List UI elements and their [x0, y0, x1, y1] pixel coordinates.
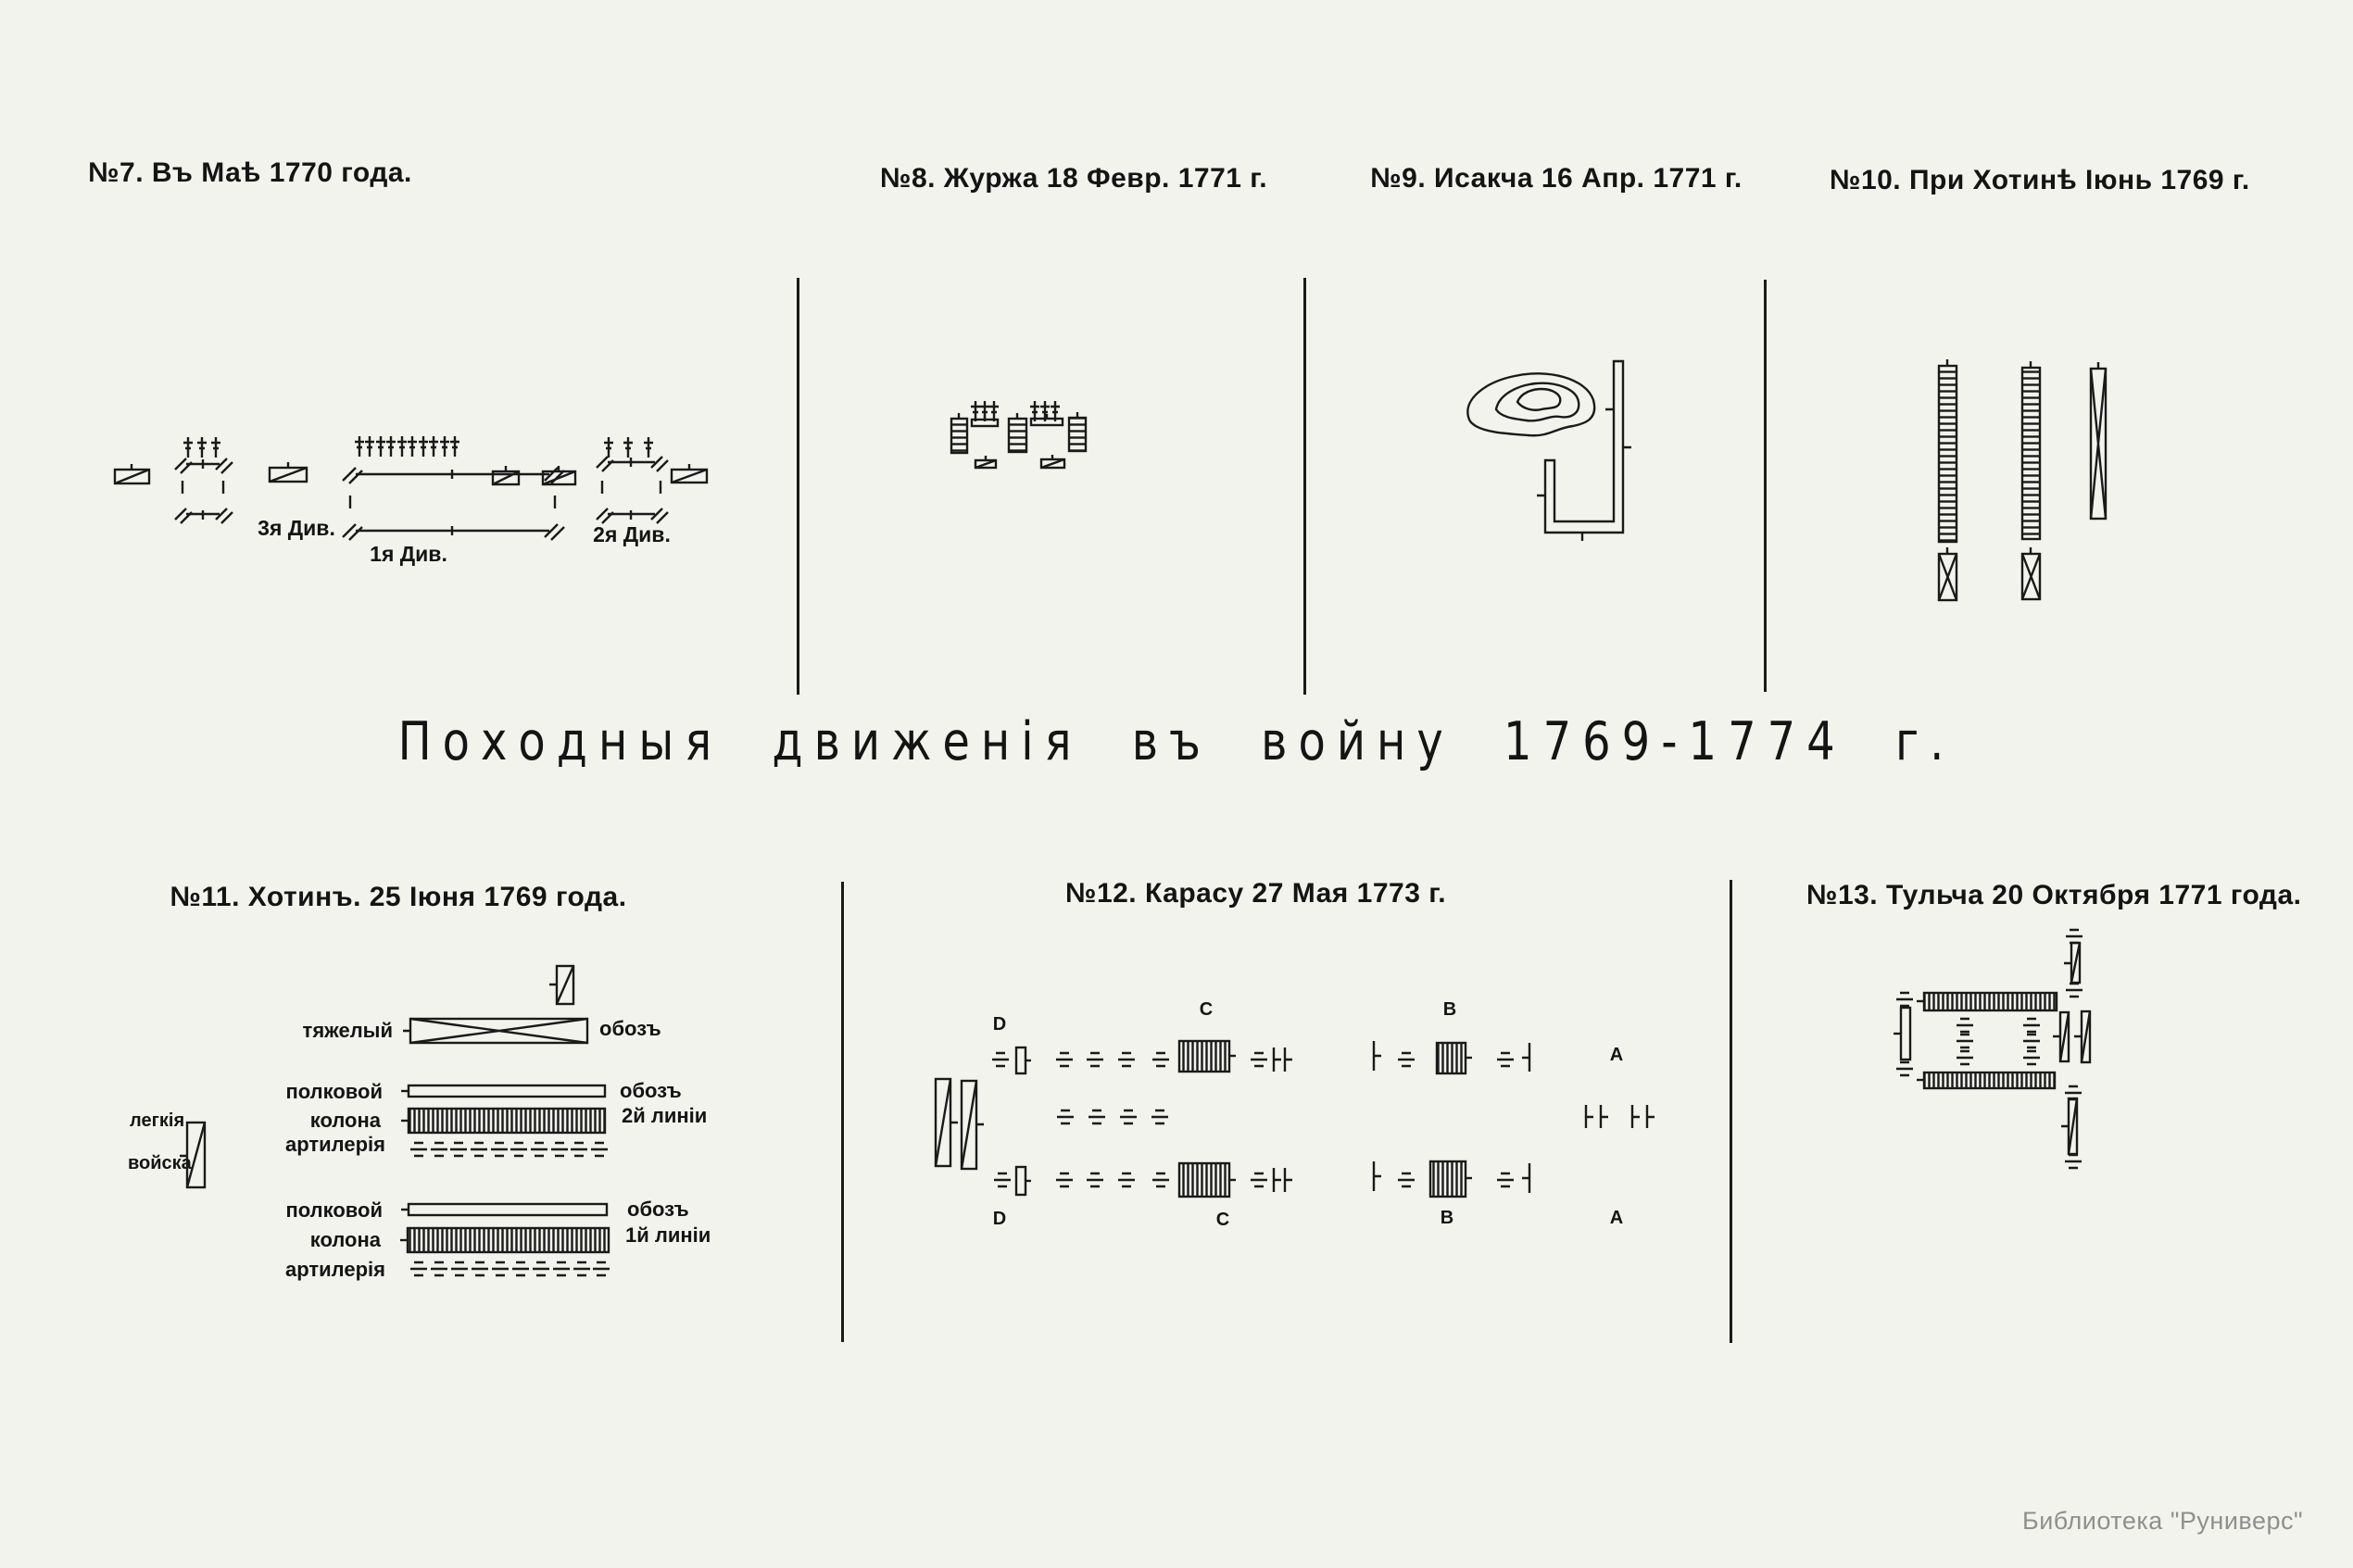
march-column-bar-icon — [115, 464, 149, 483]
flank-bar-icon — [2064, 943, 2080, 983]
artillery-icon — [2065, 1155, 2082, 1168]
flank-bar-icon — [1894, 1008, 1910, 1060]
infantry-square-icon — [175, 458, 233, 523]
infantry-column-icon — [951, 413, 967, 453]
standards-icon — [355, 436, 459, 457]
caption-d7: №7. Въ Маѣ 1770 года. — [88, 157, 412, 188]
artillery-icon — [994, 1173, 1011, 1186]
small-bar-icon — [1016, 1047, 1031, 1073]
artillery-label: артилерія — [285, 1258, 385, 1281]
divider-bottom-2 — [1730, 880, 1732, 1343]
cavalry-post-icon — [1522, 1043, 1529, 1072]
division-3-label: 3я Див. — [258, 516, 335, 540]
artillery-row-icon — [1056, 1173, 1169, 1186]
ladder-column-icon — [1939, 359, 1957, 542]
caption-d10: №10. При Хотинѣ Іюнь 1769 г. — [1830, 165, 2250, 195]
ladder-column-icon — [2022, 361, 2040, 539]
train-label: обозъ — [599, 1017, 661, 1040]
artillery-icon — [1896, 1062, 1913, 1075]
diagram-13-figure — [1881, 926, 2279, 1185]
point-b-label: B — [1440, 1208, 1454, 1228]
infantry-square-icon — [343, 468, 564, 540]
cavalry-post-icon — [1374, 1041, 1381, 1071]
crossed-box-icon — [2022, 547, 2040, 599]
artillery-row-icon — [1057, 1110, 1168, 1123]
cavalry-pair-icon — [1632, 1105, 1655, 1128]
regimental-label: полковой — [285, 1080, 383, 1103]
regimental-train-bar-icon — [401, 1085, 605, 1097]
march-column-bar-icon — [672, 464, 707, 483]
artillery-icon — [992, 1053, 1009, 1066]
train-label: обозъ — [620, 1079, 682, 1102]
point-d-label: D — [992, 1209, 1007, 1229]
crossed-column-icon — [2091, 362, 2106, 519]
caption-d12: №12. Карасу 27 Мая 1773 г. — [1065, 878, 1447, 909]
column-bar-icon — [1917, 1073, 2055, 1088]
column-bar-icon — [400, 1228, 609, 1252]
artillery-icon — [1251, 1173, 1267, 1186]
plate-title: Походныя движенія въ войну 1769-1774 г. — [397, 711, 1956, 773]
caption-d8: №8. Журжа 18 Февр. 1771 г. — [880, 163, 1268, 194]
cavalry-post-icon — [1374, 1161, 1381, 1191]
cavalry-pair-icon — [1274, 1168, 1292, 1192]
artillery-row-icon — [1957, 1019, 2040, 1064]
standards-icon — [604, 437, 653, 458]
diagram-10-figure — [1908, 343, 2214, 621]
column-block-icon — [1437, 1043, 1472, 1073]
division-2-label: 2я Див. — [593, 522, 671, 546]
artillery-icon — [1251, 1053, 1267, 1066]
column-bar-icon — [401, 1109, 605, 1133]
regimental-label: полковой — [285, 1198, 383, 1222]
regimental-train-bar-icon — [401, 1204, 607, 1215]
column-label: колона — [309, 1109, 381, 1132]
cavalry-pair-icon — [1274, 1047, 1292, 1072]
infantry-square-icon — [597, 457, 668, 523]
artillery-icon — [2066, 984, 2082, 997]
diagram-12-figure — [917, 982, 1658, 1241]
train-label: обозъ — [627, 1198, 689, 1221]
cavalry-pair-icon — [1586, 1105, 1608, 1128]
cavalry-post-icon — [1522, 1163, 1529, 1193]
cavalry-bar-icon — [975, 456, 996, 468]
point-a-label: A — [1609, 1208, 1624, 1228]
diagram-9-figure — [1445, 343, 1723, 556]
artillery-icon — [1896, 993, 1913, 1006]
point-c-label: C — [1199, 999, 1214, 1020]
light-troops-label-1: легкія — [130, 1110, 185, 1131]
artillery-row-icon — [1056, 1053, 1169, 1066]
diagram-8-figure — [945, 389, 1241, 537]
heavy-label: тяжелый — [302, 1019, 393, 1042]
divider-bottom-1 — [841, 882, 844, 1342]
artillery-icon — [1497, 1053, 1514, 1066]
artillery-icon — [1398, 1053, 1415, 1066]
standards-icon — [183, 437, 220, 458]
point-b-label: B — [1442, 999, 1457, 1020]
column-block-icon — [1179, 1041, 1236, 1072]
divider-top-2 — [1303, 278, 1306, 695]
artillery-icon — [1497, 1173, 1514, 1186]
caption-d13: №13. Тульча 20 Октября 1771 года. — [1806, 880, 2302, 910]
artillery-label: артилерія — [285, 1133, 385, 1156]
caption-d11: №11. Хотинъ. 25 Іюня 1769 года. — [170, 882, 627, 912]
march-column-bar-icon — [270, 462, 307, 482]
heavy-train-bar-icon — [403, 1019, 587, 1043]
infantry-column-icon — [1069, 412, 1086, 451]
light-troops-bar-icon — [180, 1123, 205, 1187]
light-troops-label-2: войска — [128, 1153, 192, 1173]
flank-bar-icon — [962, 1081, 984, 1169]
point-c-label: C — [1215, 1210, 1230, 1230]
flank-bar-icon — [2053, 1012, 2069, 1061]
divider-top-3 — [1764, 280, 1767, 692]
hill-contours-icon — [1467, 373, 1594, 435]
caption-d9: №9. Исакча 16 Апр. 1771 г. — [1370, 163, 1743, 194]
small-bar-icon — [1016, 1167, 1031, 1195]
point-a-label: A — [1609, 1045, 1624, 1065]
flank-bar-icon — [936, 1079, 958, 1166]
division-1-label: 1я Див. — [370, 542, 447, 566]
artillery-icon — [2066, 930, 2082, 943]
artillery-row-icon — [410, 1143, 608, 1156]
flank-bar-icon — [2074, 1011, 2090, 1062]
library-watermark: Библиотека "Руниверс" — [2022, 1507, 2304, 1535]
infantry-column-icon — [1009, 413, 1026, 452]
line2-label: 2й линіи — [622, 1104, 708, 1127]
line1-label: 1й линіи — [625, 1223, 711, 1247]
diagram-11-figure — [111, 954, 750, 1292]
advance-bar-icon — [549, 966, 573, 1004]
crossed-box-icon — [1939, 547, 1957, 600]
artillery-row-icon — [410, 1262, 610, 1275]
point-d-label: D — [992, 1014, 1007, 1035]
diagram-7-figure — [93, 421, 741, 579]
column-label: колона — [309, 1228, 381, 1251]
column-block-icon — [1179, 1163, 1236, 1197]
artillery-icon — [1398, 1173, 1415, 1186]
divider-top-1 — [797, 278, 799, 695]
cavalry-bar-icon — [1041, 455, 1064, 468]
column-bar-icon — [1917, 993, 2057, 1010]
flank-bar-icon — [2061, 1098, 2077, 1154]
column-block-icon — [1430, 1161, 1472, 1197]
